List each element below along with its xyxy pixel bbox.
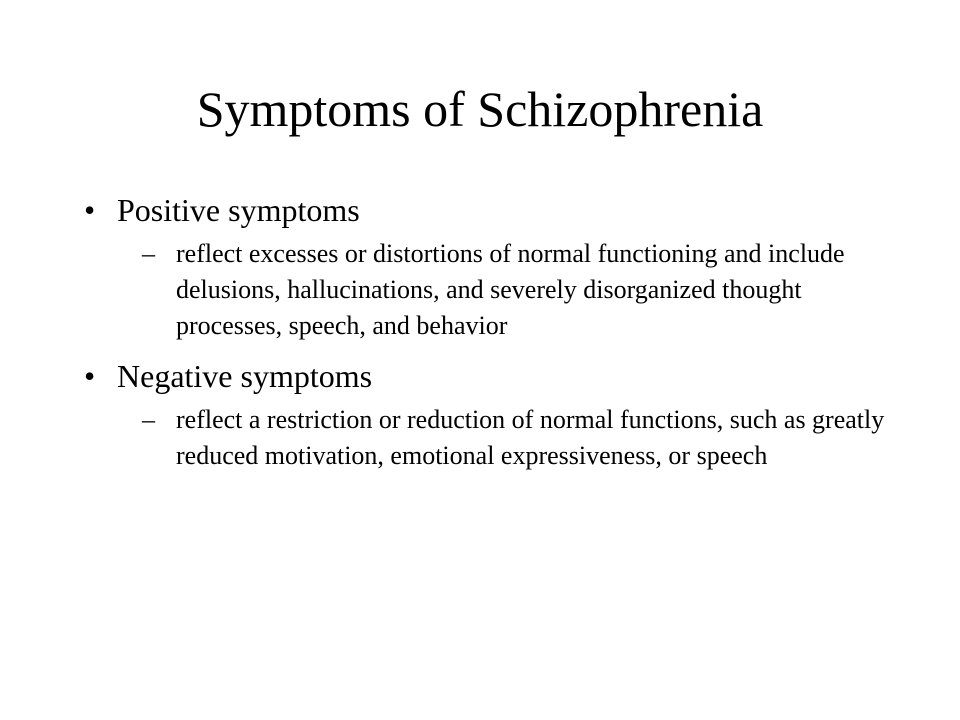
sub-bullet-marker: – xyxy=(142,239,155,268)
bullet-marker: • xyxy=(84,358,96,394)
sub-bullet-text: reflect excesses or distortions of normal functioning and include delusions, hallucinations, and severely disorganized thought processes, speech, and behavior xyxy=(176,239,845,340)
sub-bullet-marker: – xyxy=(142,405,155,434)
sub-bullet-item xyxy=(142,236,896,344)
bullet-heading: Negative symptoms xyxy=(117,358,373,394)
bullet-heading: Positive symptoms xyxy=(117,192,360,228)
sub-bullet-text: reflect a restriction or reduction of normal functions, such as greatly reduced motivation, emotional expressiveness, or speech xyxy=(176,405,885,470)
slide-title: Symptoms of Schizophrenia xyxy=(196,81,764,137)
sub-bullet-item xyxy=(142,402,896,474)
bullet-group-negative xyxy=(84,354,884,474)
slide-content xyxy=(84,188,884,474)
bullet-item xyxy=(84,188,884,232)
bullet-marker: • xyxy=(84,192,96,228)
bullet-group-positive xyxy=(84,188,884,344)
bullet-item xyxy=(84,354,884,398)
